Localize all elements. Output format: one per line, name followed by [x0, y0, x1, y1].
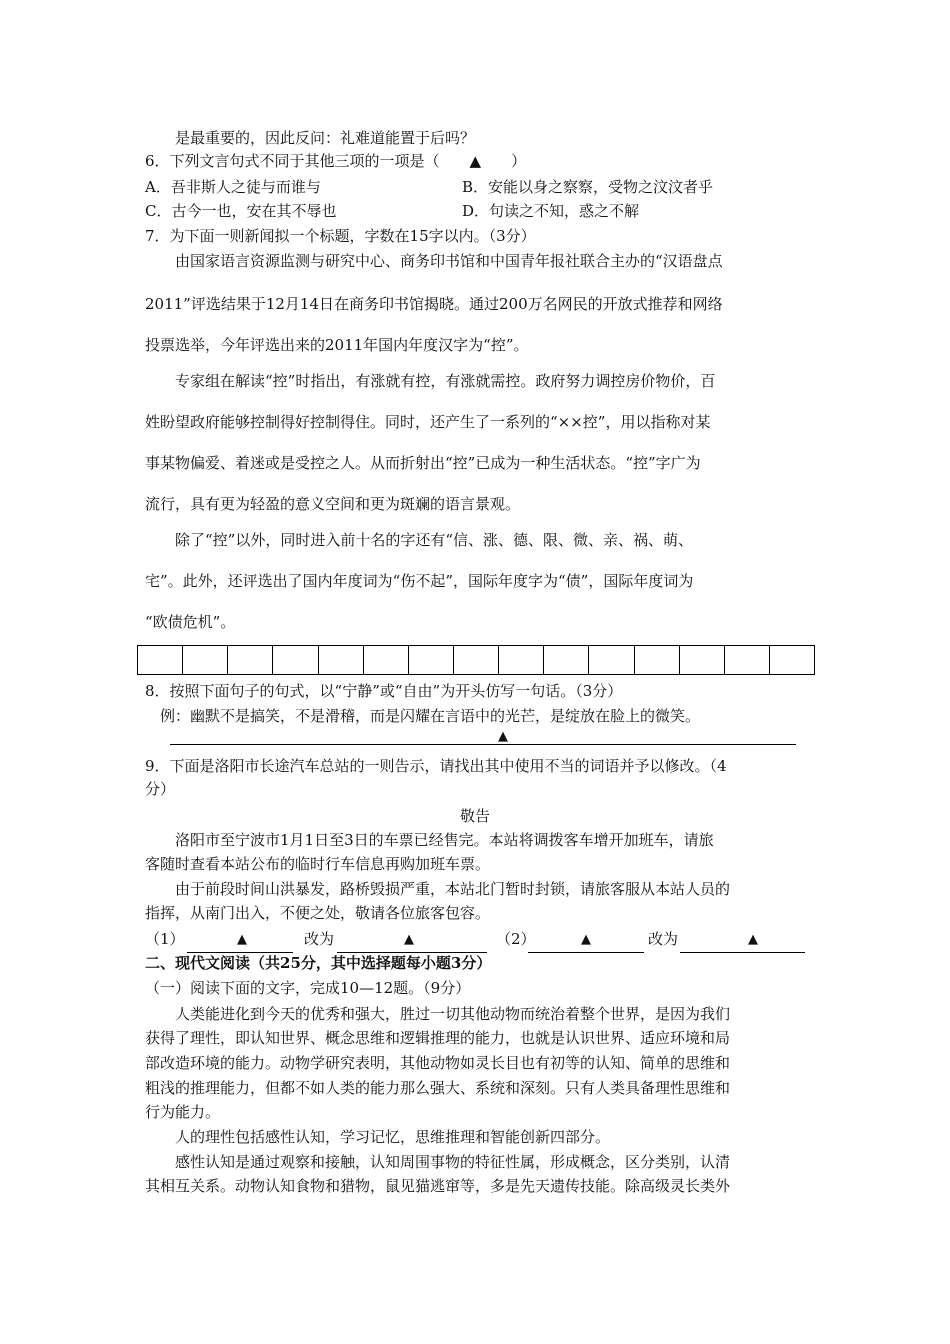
grid-cell[interactable]: [770, 646, 815, 674]
example-sentence: 例：幽默不是搞笑，不是滑稽，而是闪耀在言语中的光芒，是绽放在脸上的微笑。: [160, 707, 701, 725]
question-6: 6．下列文言句式不同于其他三项的一项是（ ▲ ）: [145, 152, 527, 170]
passage-line: 部改造环境的能力。动物学研究表明，其他动物如灵长目也有初等的认知、简单的思维和: [145, 1054, 731, 1072]
text-line: 是最重要的，因此反问：礼难道能置于后吗？: [175, 129, 476, 147]
news-line: 姓盼望政府能够控制得好控制得住。同时，还产生了一系列的“××控”，用以指称对某: [145, 413, 711, 431]
news-line: 由国家语言资源监测与研究中心、商务印书馆和中国青年报社联合主办的“汉语盘点: [175, 252, 723, 270]
blank-2b[interactable]: [680, 952, 805, 953]
grid-cell[interactable]: [635, 646, 680, 674]
grid-cell[interactable]: [454, 646, 499, 674]
grid-cell[interactable]: [589, 646, 634, 674]
grid-cell[interactable]: [319, 646, 364, 674]
grid-cell[interactable]: [183, 646, 228, 674]
answer-marker: ▲: [581, 932, 591, 947]
blank-2a[interactable]: [528, 952, 644, 953]
passage-line: 人类能进化到今天的优秀和强大，胜过一切其他动物而统治着整个世界，是因为我们: [175, 1005, 731, 1023]
news-line: 专家组在解读“控”时指出，有涨就有控，有涨就需控。政府努力调控房价物价，百: [175, 372, 716, 390]
answer-marker: ▲: [748, 932, 758, 947]
grid-cell[interactable]: [228, 646, 273, 674]
subsection-1-heading: （一）阅读下面的文字，完成10—12题。（9分）: [145, 979, 471, 997]
answer-marker: ▲: [237, 932, 247, 947]
grid-cell[interactable]: [138, 646, 183, 674]
news-line: 除了“控”以外，同时进入前十名的字还有“信、涨、德、限、微、亲、祸、萌、: [175, 531, 694, 549]
grid-cell[interactable]: [273, 646, 318, 674]
fill-change-1: 改为: [304, 930, 335, 948]
passage-line: 粗浅的推理能力，但都不如人类的能力那么强大、系统和深刻。只有人类具备理性思维和: [145, 1079, 731, 1097]
news-line: 宅”。此外，还评选出了国内年度词为“伤不起”，国际年度字为“债”，国际年度词为: [145, 572, 694, 590]
option-b: B．安能以身之察察，受物之汶汶者乎: [462, 178, 714, 196]
grid-cell[interactable]: [499, 646, 544, 674]
fill-label-2: （2）: [496, 930, 536, 948]
option-c: C．古今一也，安在其不辱也: [145, 202, 337, 220]
notice-line: 洛阳市至宁波市1月1日至3日的车票已经售完。本站将调拨客车增开加班车，请旅: [175, 831, 714, 849]
passage-line: 获得了理性，即认知世界、概念思维和逻辑推理的能力，也就是认识世界、适应环境和局: [145, 1029, 731, 1047]
option-a: A．吾非斯人之徒与而谁与: [145, 178, 321, 196]
grid-cell[interactable]: [544, 646, 589, 674]
passage-line: 其相互关系。动物认知食物和猎物，鼠见猫逃窜等，多是先天遗传技能。除高级灵长类外: [145, 1177, 731, 1195]
answer-marker: ▲: [498, 729, 508, 744]
answer-line[interactable]: [170, 744, 796, 745]
passage-line: 感性认知是通过观察和接触，认知周围事物的特征性属，形成概念，区分类别，认清: [175, 1153, 731, 1171]
question-7: 7．为下面一则新闻拟一个标题，字数在15字以内。（3分）: [145, 227, 536, 245]
passage-line: 行为能力。: [145, 1103, 221, 1121]
fill-label-1: （1）: [145, 930, 185, 948]
notice-line: 由于前段时间山洪暴发，路桥毁损严重，本站北门暂时封锁，请旅客服从本站人员的: [175, 880, 731, 898]
question-8: 8．按照下面句子的句式，以“宁静”或“自由”为开头仿写一句话。（3分）: [145, 682, 623, 700]
fill-change-2: 改为: [648, 930, 679, 948]
notice-title: 敬告: [459, 807, 490, 825]
news-line: 事某物偏爱、着迷或是受控之人。从而折射出“控”已成为一种生活状态。“控”字广为: [145, 454, 701, 472]
answer-grid[interactable]: [137, 645, 815, 675]
section-2-heading: 二、现代文阅读（共25分，其中选择题每小题3分）: [145, 954, 492, 972]
question-9-cont: 分）: [145, 780, 176, 798]
news-line: 流行，具有更为轻盈的意义空间和更为斑斓的语言景观。: [145, 495, 521, 513]
notice-line: 指挥，从南门出入，不便之处，敬请各位旅客包容。: [145, 904, 491, 922]
answer-marker: ▲: [404, 932, 414, 947]
grid-cell[interactable]: [680, 646, 725, 674]
news-line: 投票选举，今年评选出来的2011年国内年度汉字为“控”。: [145, 336, 529, 354]
question-9: 9．下面是洛阳市长途汽车总站的一则告示，请找出其中使用不当的词语并予以修改。（4: [145, 757, 727, 775]
grid-cell[interactable]: [725, 646, 770, 674]
news-line: “欧债危机”。: [145, 613, 236, 631]
grid-cell[interactable]: [364, 646, 409, 674]
grid-cell[interactable]: [409, 646, 454, 674]
news-line: 2011”评选结果于12月14日在商务印书馆揭晓。通过200万名网民的开放式推荐和网络: [145, 295, 723, 313]
passage-line: 人的理性包括感性认知，学习记忆，思维推理和智能创新四部分。: [175, 1128, 611, 1146]
notice-line: 客随时查看本站公布的临时行车信息再购加班车票。: [145, 855, 491, 873]
option-d: D．句读之不知，惑之不解: [462, 202, 640, 220]
